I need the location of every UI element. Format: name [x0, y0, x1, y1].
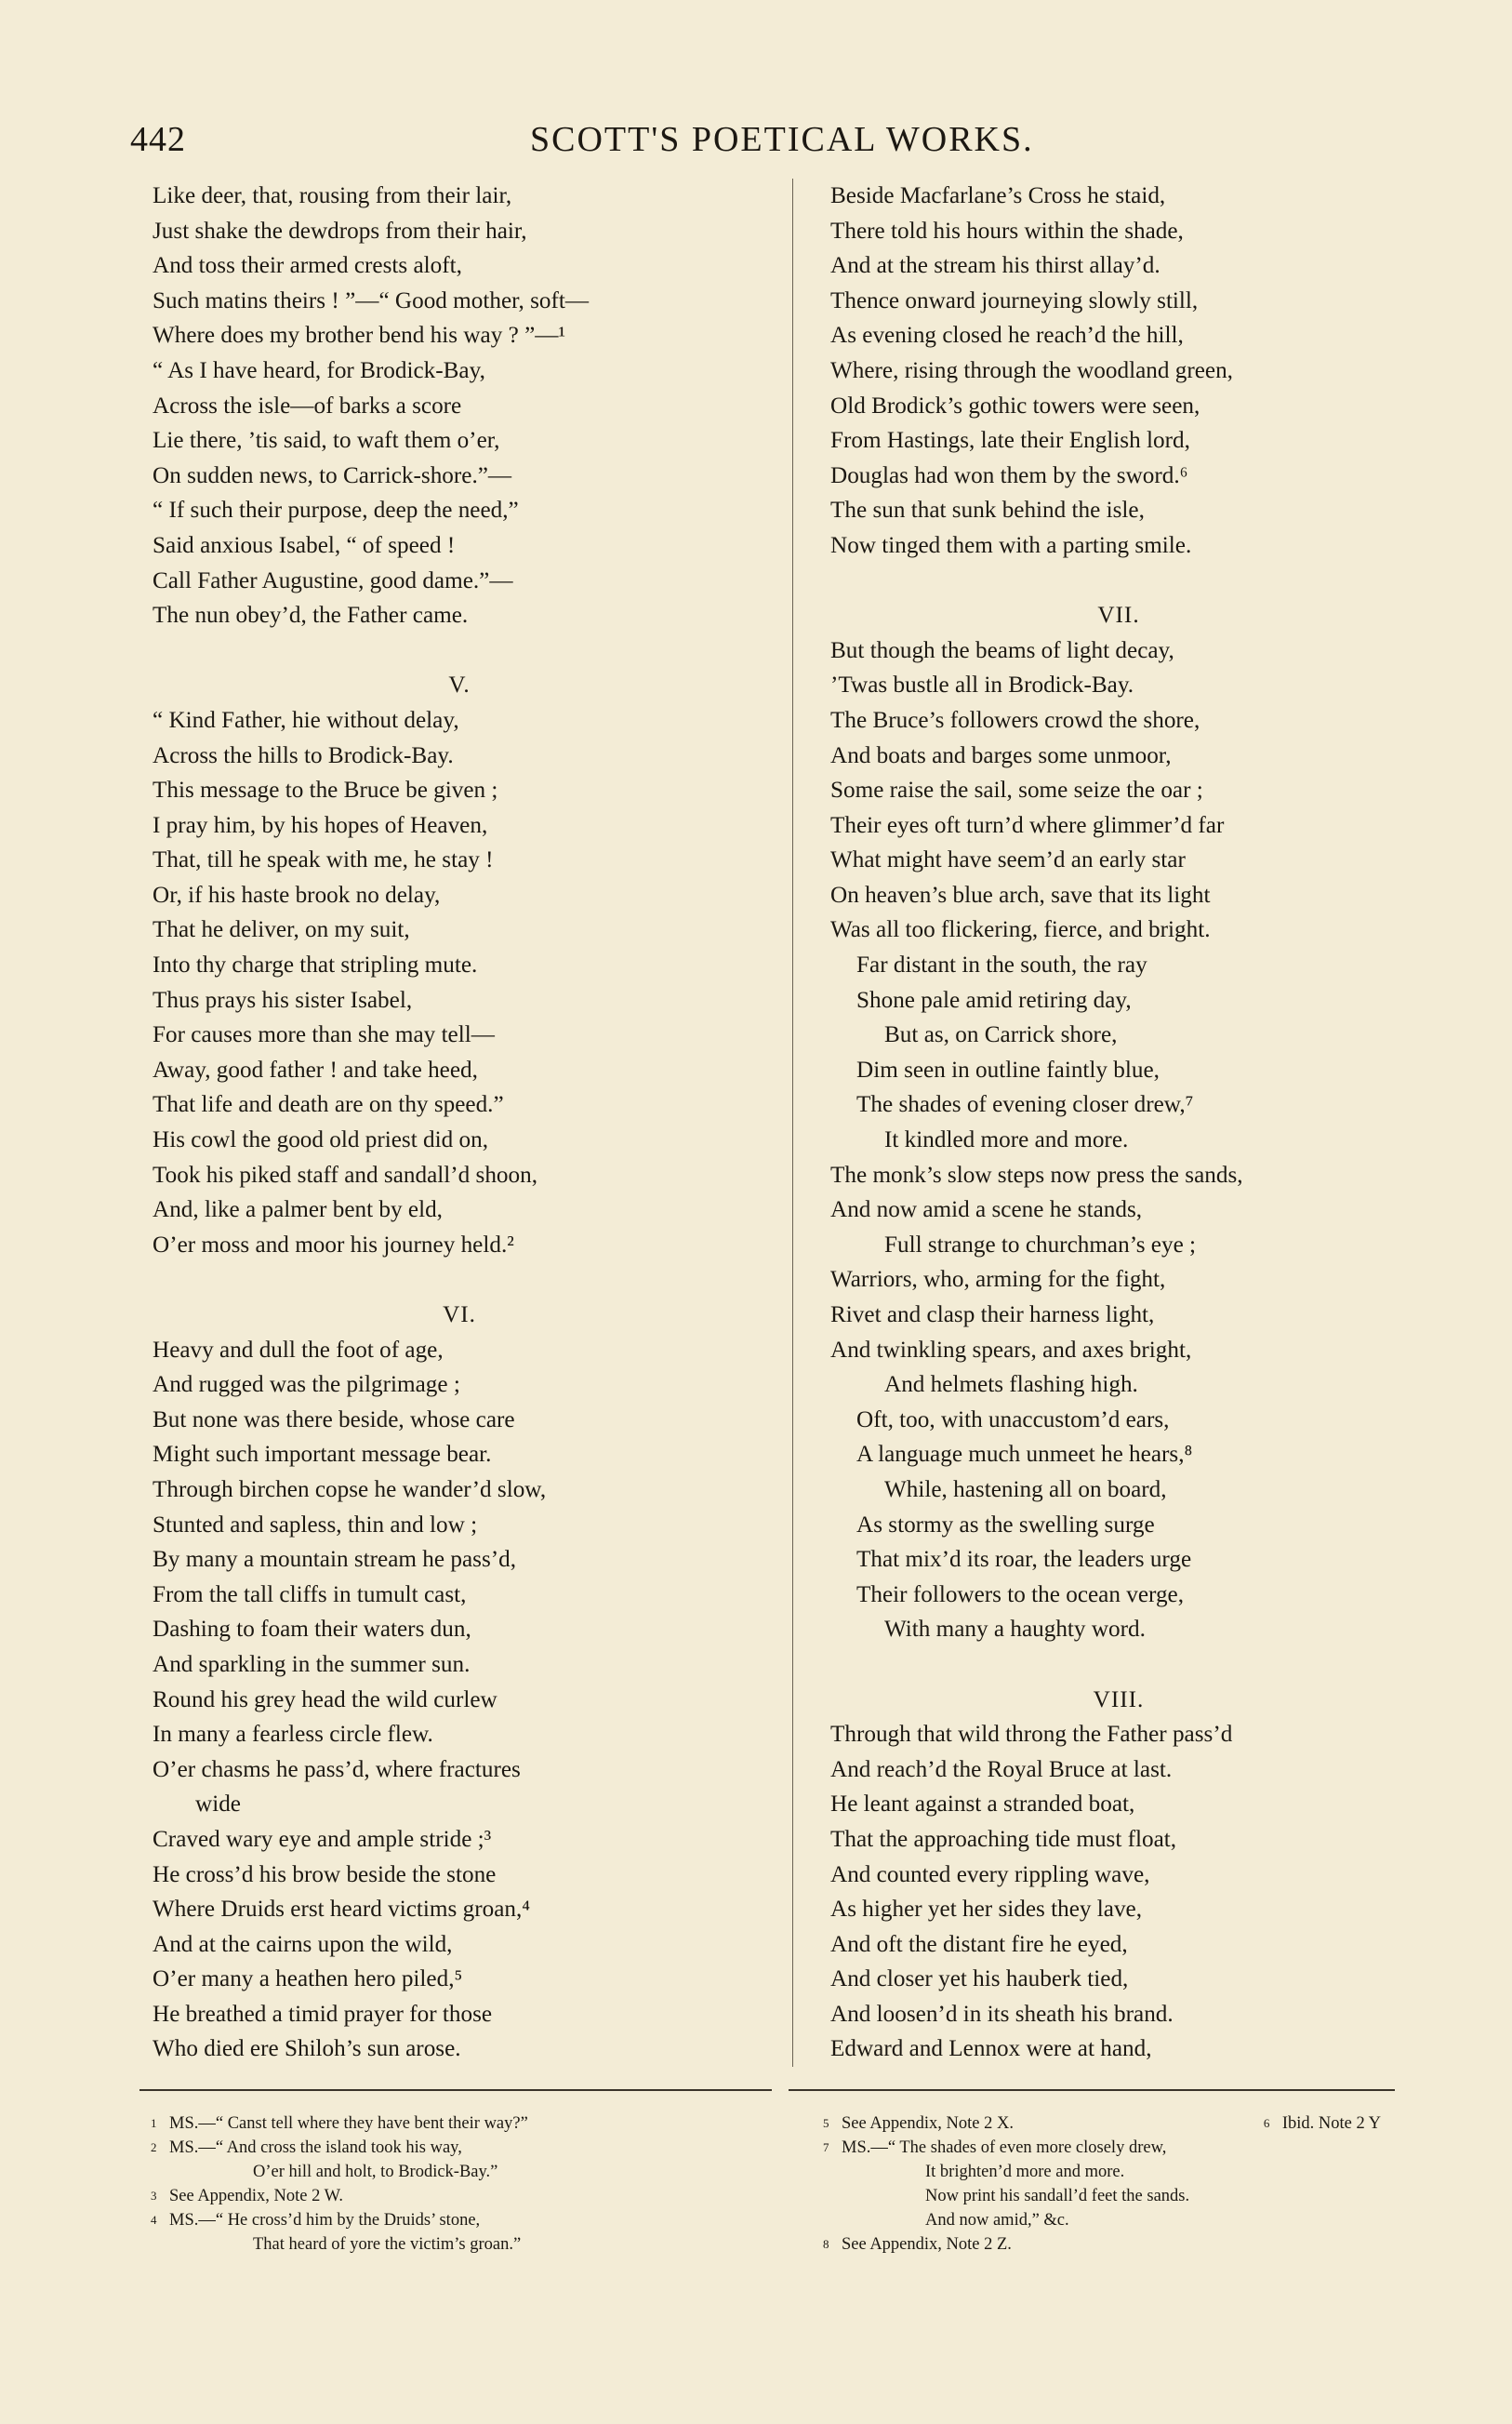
verse-line: That mix’d its roar, the leaders urge — [856, 1547, 1192, 1573]
verse-line: Lie there, ’tis said, to waft them o’er, — [153, 428, 500, 454]
column-divider — [792, 179, 793, 2067]
verse-line: That he deliver, on my suit, — [153, 917, 410, 943]
verse-line: And sparkling in the summer sun. — [153, 1651, 471, 1677]
footnote-number: 7 — [823, 2140, 829, 2154]
footnote-text: See Appendix, Note 2 W. — [169, 2187, 344, 2205]
footnote — [151, 2208, 764, 2232]
verse-line: That, till he speak with me, he stay ! — [153, 847, 494, 873]
stanza-number: VII. — [1097, 603, 1140, 629]
verse-line: O’er chasms he pass’d, where fractures — [153, 1756, 521, 1782]
verse-line: And now amid a scene he stands, — [830, 1197, 1143, 1223]
verse-line: Oft, too, with unaccustom’d ears, — [856, 1406, 1170, 1432]
footnote-text: O’er hill and holt, to Brodick-Bay.” — [253, 2163, 498, 2181]
footnote-number: 5 — [823, 2116, 829, 2130]
verse-line: Their eyes oft turn’d where glimmer’d far — [830, 812, 1225, 838]
verse-line: Just shake the dewdrops from their hair, — [153, 218, 527, 244]
footnote-rule-right — [789, 2089, 1395, 2091]
verse-line: And at the stream his thirst allay’d. — [830, 253, 1161, 279]
verse-line: Said anxious Isabel, “ of speed ! — [153, 532, 456, 558]
verse-line: And, like a palmer bent by eld, — [153, 1197, 443, 1223]
verse-line: What might have seem’d an early star — [830, 847, 1186, 873]
footnote-number: 3 — [151, 2189, 157, 2203]
verse-line: Where, rising through the woodland green, — [830, 357, 1233, 383]
verse-line: Far distant in the south, the ray — [856, 952, 1147, 979]
verse-line: And helmets flashing high. — [884, 1372, 1138, 1398]
footnote-text: Ibid. Note 2 Y — [1281, 2114, 1381, 2133]
footnote — [823, 2136, 1399, 2160]
verse-line: But none was there beside, whose care — [153, 1406, 515, 1432]
verse-line: The nun obey’d, the Father came. — [153, 603, 469, 629]
verse-line: Their followers to the ocean verge, — [856, 1581, 1185, 1607]
footnote — [823, 2184, 1399, 2208]
footnote-number: 4 — [151, 2213, 157, 2227]
footnote — [151, 2111, 764, 2136]
verse-line: He leant against a stranded boat, — [830, 1791, 1135, 1818]
verse-line: Douglas had won them by the sword.⁶ — [830, 462, 1188, 488]
verse-line: And toss their armed crests aloft, — [153, 253, 462, 279]
footnote — [151, 2160, 764, 2184]
footnotes-left — [151, 2111, 764, 2257]
verse-line: And oft the distant fire he eyed, — [830, 1931, 1128, 1957]
verse-line: From the tall cliffs in tumult cast, — [153, 1581, 467, 1607]
verse-line: This message to the Bruce be given ; — [153, 778, 498, 804]
verse-line: Edward and Lennox were at hand, — [830, 2036, 1152, 2062]
verse-line: Call Father Augustine, good dame.”— — [153, 567, 513, 593]
verse-line: wide — [195, 1791, 241, 1818]
footnote-number: 2 — [151, 2140, 157, 2154]
verse-line: And loosen’d in its sheath his brand. — [830, 2001, 1174, 2027]
verse-line: The shades of evening closer drew,⁷ — [856, 1092, 1194, 1118]
verse-line: And boats and barges some unmoor, — [830, 742, 1172, 768]
verse-line: On heaven’s blue arch, save that its light — [830, 882, 1211, 908]
verse-line: For causes more than she may tell— — [153, 1022, 495, 1048]
verse-line: Was all too flickering, fierce, and bright. — [830, 917, 1211, 943]
verse-line: There told his hours within the shade, — [830, 218, 1184, 244]
verse-line: Now tinged them with a parting smile. — [830, 532, 1192, 558]
verse-line: But though the beams of light decay, — [830, 637, 1174, 663]
footnote-text: See Appendix, Note 2 Z. — [842, 2235, 1012, 2254]
verse-line: Into thy charge that stripling mute. — [153, 952, 478, 979]
verse-line: Rivet and clasp their harness light, — [830, 1302, 1155, 1327]
footnote-text: And now amid,” &c. — [925, 2211, 1069, 2230]
verse-line: O’er moss and moor his journey held.² — [153, 1232, 514, 1258]
verse-line: O’er many a heathen hero piled,⁵ — [153, 1966, 463, 1992]
verse-line: Like deer, that, rousing from their lair, — [153, 183, 512, 208]
footnote-rule-left — [139, 2089, 772, 2091]
verse-line: But as, on Carrick shore, — [884, 1022, 1118, 1048]
footnote — [151, 2184, 764, 2208]
verse-line: And counted every rippling wave, — [830, 1861, 1150, 1887]
verse-line: The Bruce’s followers crowd the shore, — [830, 707, 1200, 733]
verse-line: Across the hills to Brodick-Bay. — [153, 742, 454, 768]
verse-line: Took his piked staff and sandall’d shoon, — [153, 1162, 538, 1188]
verse-line: By many a mountain stream he pass’d, — [153, 1547, 517, 1573]
footnote — [151, 2136, 764, 2160]
verse-line: As higher yet her sides they lave, — [830, 1897, 1143, 1923]
verse-line: And at the cairns upon the wild, — [153, 1931, 453, 1957]
page-number: 442 — [130, 120, 186, 159]
footnote-text: MS.—“ The shades of even more closely drew, — [842, 2138, 1167, 2157]
footnote-text: MS.—“ He cross’d him by the Druids’ stone, — [169, 2211, 481, 2230]
stanza-number: VI. — [443, 1302, 476, 1327]
verse-line: Full strange to churchman’s eye ; — [884, 1232, 1197, 1258]
verse-line: Beside Macfarlane’s Cross he staid, — [830, 183, 1166, 208]
footnote-text: That heard of yore the victim’s groan.” — [253, 2235, 522, 2254]
verse-line: And closer yet his hauberk tied, — [830, 1966, 1129, 1992]
footnote-number: 6 — [1263, 2116, 1270, 2130]
verse-line: Warriors, who, arming for the fight, — [830, 1267, 1166, 1293]
verse-line: And reach’d the Royal Bruce at last. — [830, 1756, 1173, 1782]
verse-line: And rugged was the pilgrimage ; — [153, 1372, 460, 1398]
verse-line: While, hastening all on board, — [884, 1476, 1167, 1502]
footnote-text: MS.—“ And cross the island took his way, — [169, 2138, 462, 2157]
verse-line: Dashing to foam their waters dun, — [153, 1617, 471, 1643]
verse-line: That life and death are on thy speed.” — [153, 1092, 504, 1118]
verse-line: He breathed a timid prayer for those — [153, 2001, 493, 2027]
footnote — [823, 2232, 1399, 2257]
verse-line: Where does my brother bend his way ? ”—¹ — [153, 323, 565, 349]
verse-line: And twinkling spears, and axes bright, — [830, 1337, 1192, 1363]
footnote-number: 1 — [151, 2116, 157, 2130]
footnote-text: Now print his sandall’d feet the sands. — [925, 2187, 1190, 2205]
verse-line: On sudden news, to Carrick-shore.”— — [153, 462, 512, 488]
stanza-number: VIII. — [1093, 1686, 1145, 1712]
verse-line: Craved wary eye and ample stride ;³ — [153, 1826, 492, 1852]
stanza-number: V. — [448, 673, 471, 699]
footnote-text: MS.—“ Canst tell where they have bent their way?” — [169, 2114, 528, 2133]
verse-line: I pray him, by his hopes of Heaven, — [153, 812, 488, 838]
verse-line: “ If such their purpose, deep the need,” — [153, 498, 519, 524]
footnote-number: 8 — [823, 2237, 829, 2251]
verse-line: His cowl the good old priest did on, — [153, 1127, 488, 1153]
footnotes-right — [823, 2111, 1399, 2257]
verse-line: Heavy and dull the foot of age, — [153, 1337, 444, 1363]
verse-line: Or, if his haste brook no delay, — [153, 882, 441, 908]
verse-line: Through birchen copse he wander’d slow, — [153, 1476, 547, 1502]
verse-line: The sun that sunk behind the isle, — [830, 498, 1145, 524]
verse-line: In many a fearless circle flew. — [153, 1722, 433, 1748]
verse-line: Might such important message bear. — [153, 1442, 492, 1468]
verse-line: ’Twas bustle all in Brodick-Bay. — [830, 673, 1134, 699]
verse-line: Round his grey head the wild curlew — [153, 1686, 497, 1712]
running-title: SCOTT'S POETICAL WORKS. — [530, 120, 1034, 159]
footnote — [823, 2160, 1399, 2184]
verse-line: The monk’s slow steps now press the sands, — [830, 1162, 1243, 1188]
page-header — [130, 119, 1376, 160]
verse-line: Shone pale amid retiring day, — [856, 987, 1132, 1013]
verse-line: Dim seen in outline faintly blue, — [856, 1057, 1160, 1083]
verse-line: Thus prays his sister Isabel, — [153, 987, 413, 1013]
verse-line: As stormy as the swelling surge — [856, 1512, 1155, 1538]
verse-line: Old Brodick’s gothic towers were seen, — [830, 393, 1200, 419]
footnote-text: See Appendix, Note 2 X. — [842, 2114, 1014, 2133]
verse-line: Such matins theirs ! ”—“ Good mother, soft— — [153, 287, 590, 313]
footnote — [151, 2232, 764, 2257]
verse-line: Where Druids erst heard victims groan,⁴ — [153, 1897, 531, 1923]
verse-line: Who died ere Shiloh’s sun arose. — [153, 2036, 461, 2062]
verse-line: Through that wild throng the Father pass’d — [830, 1722, 1233, 1748]
footnote — [823, 2111, 1381, 2136]
verse-line: It kindled more and more. — [884, 1127, 1129, 1153]
footnote — [823, 2208, 1399, 2232]
verse-line: Away, good father ! and take heed, — [153, 1057, 478, 1083]
verse-line: “ Kind Father, hie without delay, — [153, 707, 459, 733]
verse-line: “ As I have heard, for Brodick-Bay, — [153, 357, 485, 383]
verse-line: From Hastings, late their English lord, — [830, 428, 1190, 454]
footnote-text: It brighten’d more and more. — [925, 2163, 1125, 2181]
left-poem-column — [153, 179, 766, 2067]
verse-line: As evening closed he reach’d the hill, — [830, 323, 1184, 349]
verse-line: That the approaching tide must float, — [830, 1826, 1177, 1852]
verse-line: Some raise the sail, some seize the oar ; — [830, 778, 1203, 804]
verse-line: Thence onward journeying slowly still, — [830, 287, 1199, 313]
verse-line: He cross’d his brow beside the stone — [153, 1861, 497, 1887]
verse-line: Stunted and sapless, thin and low ; — [153, 1512, 478, 1538]
right-poem-column — [830, 179, 1407, 2067]
verse-line: A language much unmeet he hears,⁸ — [856, 1442, 1193, 1468]
verse-line: With many a haughty word. — [884, 1617, 1146, 1643]
verse-line: Across the isle—of barks a score — [153, 393, 462, 419]
